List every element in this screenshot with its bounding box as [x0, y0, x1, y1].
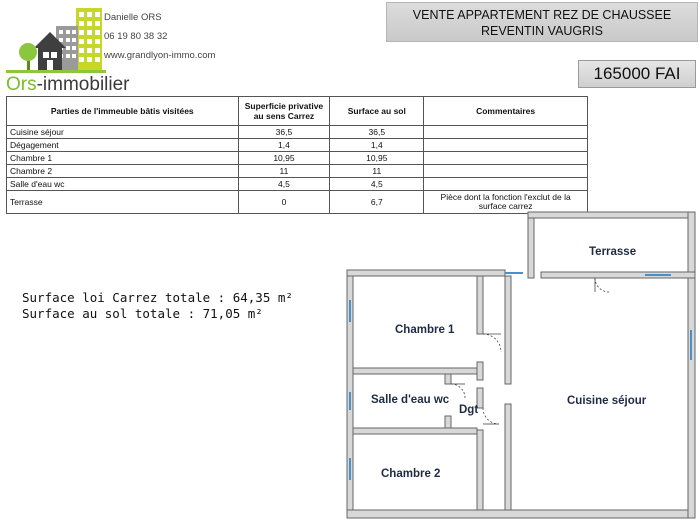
table-row: [7, 126, 588, 139]
agent-name: Danielle ORS: [104, 12, 162, 23]
table-header-row: [7, 97, 588, 126]
title-line-2: REVENTIN VAUGRIS: [480, 24, 603, 38]
cell-sol: 1,4: [330, 139, 424, 152]
cell-carrez: 10,95: [238, 152, 330, 165]
agent-phone: 06 19 80 38 32: [104, 31, 168, 42]
cell-carrez: 4,5: [238, 178, 330, 191]
room-label-chambre2: Chambre 2: [381, 468, 441, 480]
total-sol: Surface au sol totale : 71,05 m²: [22, 306, 263, 321]
title-line-1: VENTE APPARTEMENT REZ DE CHAUSSEE: [412, 8, 672, 22]
cell-comment: [424, 178, 588, 191]
table-row: [7, 165, 588, 178]
brand-main: Ors: [6, 74, 37, 95]
table-row: [7, 152, 588, 165]
cell-carrez: 0: [238, 191, 330, 214]
agent-website[interactable]: www.grandlyon-immo.com: [104, 50, 216, 61]
listing-title: [386, 2, 698, 42]
cell-comment: [424, 165, 588, 178]
cell-carrez: 11: [238, 165, 330, 178]
header-commentaires: Commentaires: [424, 97, 588, 126]
cell-part: Terrasse: [7, 191, 239, 214]
table-row: [7, 139, 588, 152]
room-label-dgt: Dgt: [459, 404, 479, 416]
price-badge: 165000 FAI: [578, 60, 696, 88]
cell-sol: 10,95: [330, 152, 424, 165]
cell-comment: [424, 126, 588, 139]
cell-comment: [424, 139, 588, 152]
table-row: [7, 178, 588, 191]
room-label-terrasse: Terrasse: [589, 246, 637, 258]
surface-totals: [22, 290, 293, 322]
total-carrez: Surface loi Carrez totale : 64,35 m²: [22, 290, 293, 305]
cell-part: Dégagement: [7, 139, 239, 152]
cell-sol: 11: [330, 165, 424, 178]
floor-plan: [345, 210, 697, 522]
cell-carrez: 1,4: [238, 139, 330, 152]
cell-part: Salle d'eau wc: [7, 178, 239, 191]
brand-name: [6, 74, 130, 96]
room-label-chambre1: Chambre 1: [395, 324, 455, 336]
brand-rest: -immobilier: [36, 74, 130, 95]
room-label-cuisine: Cuisine séjour: [567, 395, 647, 407]
cell-part: Chambre 1: [7, 152, 239, 165]
cell-part: Chambre 2: [7, 165, 239, 178]
logo-buildings-icon: [6, 4, 106, 76]
cell-sol: 6,7: [330, 191, 424, 214]
cell-sol: 36,5: [330, 126, 424, 139]
header-carrez: Superficie privative au sens Carrez: [238, 97, 330, 126]
cell-comment: [424, 152, 588, 165]
header-sol: Surface au sol: [330, 97, 424, 126]
cell-part: Cuisine séjour: [7, 126, 239, 139]
room-label-salle-eau: Salle d'eau wc: [371, 394, 450, 406]
cell-comment: Pièce dont la fonction l'exclut de la surface carrez: [424, 191, 588, 214]
cell-sol: 4,5: [330, 178, 424, 191]
surface-table: [6, 96, 588, 214]
cell-carrez: 36,5: [238, 126, 330, 139]
header-parties: Parties de l'immeuble bâtis visitées: [7, 97, 239, 126]
